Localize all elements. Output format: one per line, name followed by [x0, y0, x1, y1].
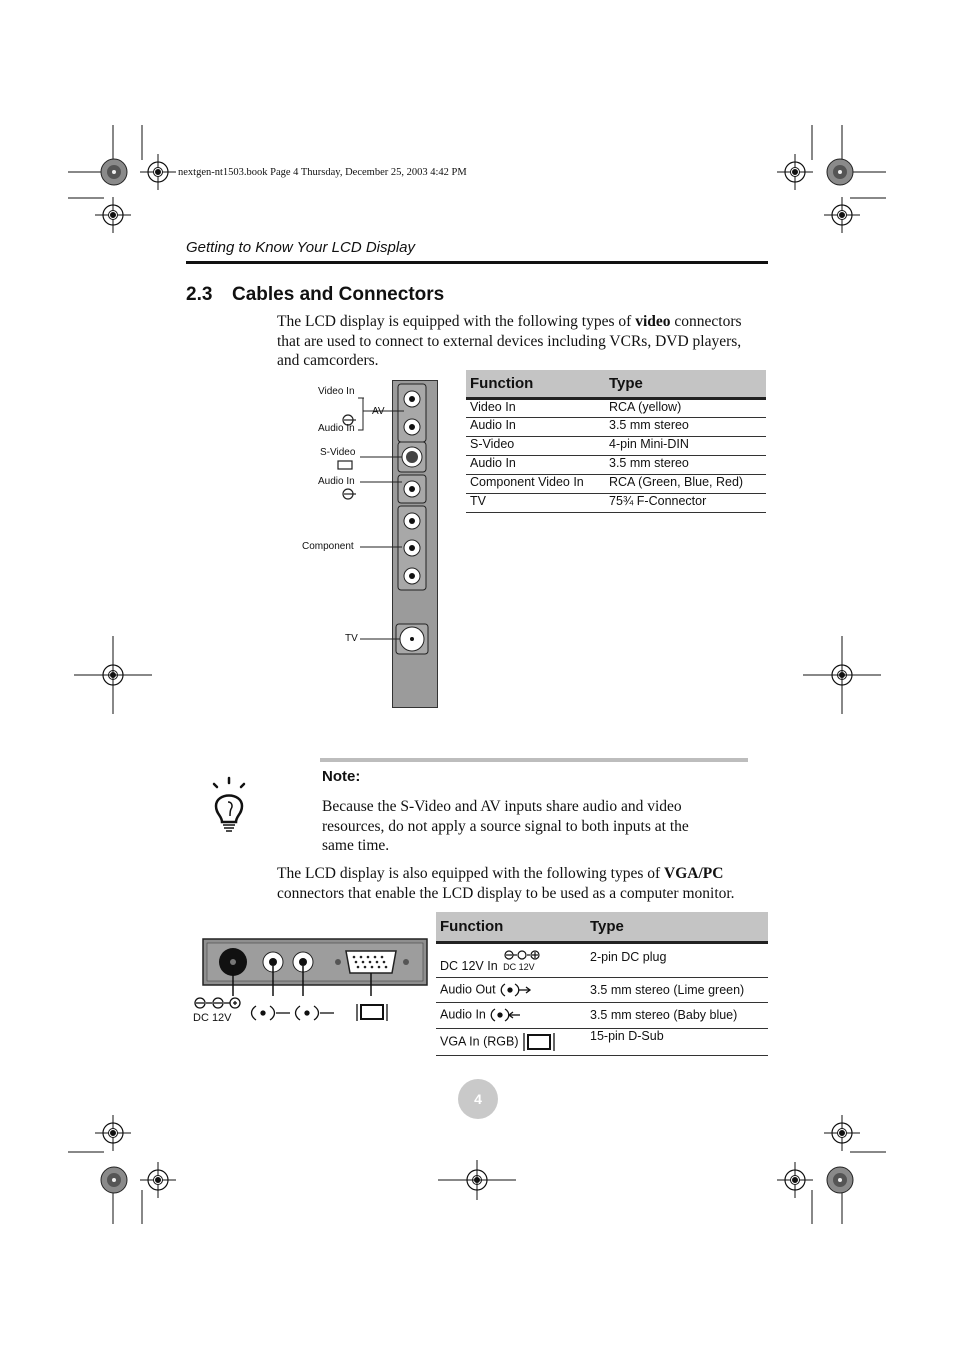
label-component: Component [302, 541, 354, 552]
table-row: Audio Out 3.5 mm stereo (Lime green) [436, 977, 768, 1002]
intro-paragraph-video: The LCD display is equipped with the following types of video connectors that are used to connect to external devices including VCRs, DVD players, and camcorders. [277, 313, 742, 369]
table-row: Audio In 3.5 mm stereo [466, 455, 766, 474]
table-row: TV 75¾ F-Connector [466, 493, 766, 512]
video-connector-table [466, 370, 766, 513]
note-title: Note: [322, 768, 361, 785]
table-row: S-Video 4-pin Mini-DIN [466, 436, 766, 455]
vga-connector-table [436, 912, 768, 1056]
label-tv: TV [345, 633, 358, 644]
label-video-in: Video In [318, 386, 355, 397]
label-audio-in-2: Audio In [318, 476, 355, 487]
table-row: Video In RCA (yellow) [466, 398, 766, 417]
section-number: 2.3 [186, 284, 213, 305]
col-header-type: Type [605, 370, 766, 398]
col-header-function: Function [466, 370, 605, 398]
lightbulb-icon [206, 776, 252, 836]
table-row: Audio In 3.5 mm stereo [466, 417, 766, 436]
col-header-type: Type [586, 912, 768, 942]
label-av: AV [372, 406, 385, 417]
audio-out-icon [499, 982, 533, 998]
note-text: Because the S-Video and AV inputs share audio and video resources, do not apply a source signal to both inputs at the same time. [322, 798, 689, 854]
table-row: VGA In (RGB) 15-pin D-Sub [436, 1028, 768, 1055]
page-number: 4 [458, 1079, 498, 1119]
table-row: DC 12V In DC 12V 2-pin DC plug [436, 942, 768, 977]
label-audio-in-1: Audio In [318, 423, 355, 434]
running-header: Getting to Know Your LCD Display [186, 239, 416, 256]
table-row: Audio In 3.5 mm stereo (Baby blue) [436, 1002, 768, 1028]
label-s-video: S-Video [320, 447, 356, 458]
label-dc-12v: DC 12V [193, 1012, 232, 1024]
section-title: Cables and Connectors [232, 284, 445, 305]
vga-monitor-icon [522, 1032, 558, 1052]
table-row: Component Video In RCA (Green, Blue, Red) [466, 474, 766, 493]
section-heading [186, 284, 444, 306]
col-header-function: Function [436, 912, 586, 942]
header-rule [186, 261, 768, 264]
note-rule [320, 758, 748, 762]
audio-in-icon [489, 1007, 523, 1023]
intro-paragraph-vga: The LCD display is also equipped with the following types of VGA/PC connectors that enable the LCD display to be used as a computer monitor. [277, 865, 735, 902]
print-slug: nextgen-nt1503.book Page 4 Thursday, December 25, 2003 4:42 PM [178, 167, 467, 178]
dc-power-icon: DC 12V [501, 949, 541, 973]
